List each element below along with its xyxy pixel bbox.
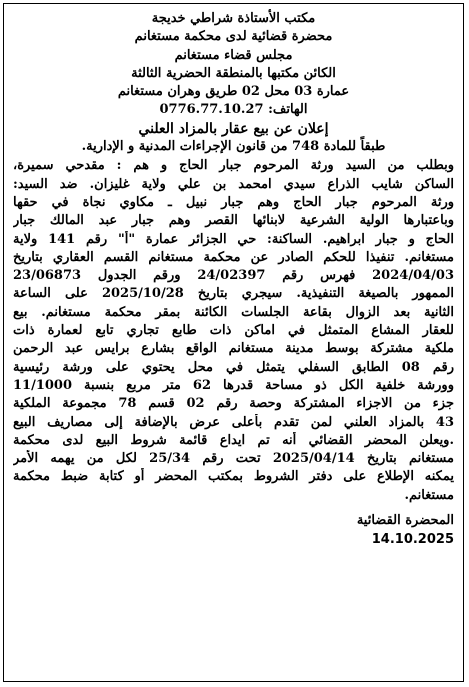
body-line: الساكن شايب الذراع سيدي امحمد بن علي ولاية غليزان. ضد السيد: [13, 176, 454, 192]
body-line: .ويعلن المحضر القضائي أنه تم ايداع قائمة شروط البيع لدى محكمة [13, 432, 454, 448]
signature-title: المحضرة القضائية [356, 513, 454, 529]
office-name: مكتب الأستاذة شراطي خديجة [151, 11, 316, 26]
bailiff-role: محضرة قضائية لدى محكمة مستغانم [134, 29, 333, 45]
body-line: وبطلب من السيد ورثة المرحوم جبار الحاج و هم : مقدحي سميرة، [13, 158, 454, 174]
body-line: الثانية بعد الزوال بقاعة الجلسات الكائنة بمقر محكمة مستغانم. بيع [13, 304, 454, 320]
body-line: الممهور بالصيغة التنفيذية. سيجري بتاريخ 2025/10/28 على الساعة [13, 286, 454, 302]
body-line: مستغانم. تنفيذا للحكم الصادر عن محكمة مستغانم القسم العقاري بتاريخ [13, 249, 454, 265]
body-line: وباعتبارها الولية الشرعية لابنائها القصر وهم جبار عبد المالك جبار [13, 213, 454, 229]
body-line: يمكنه الإطلاع على دفتر الشروط بمكتب المحضر أو كتابة ضبط محكمة [13, 469, 454, 485]
body-line: للعقار المشاع المتمثل في اماكن ذات طابع تجاري تابع لعمارة ذات [13, 323, 454, 339]
body-line: الحاج و جبار ابراهيم. الساكنة: حي الجزائر عمارة "أ" رقم 141 ولاية [13, 231, 454, 247]
body-line: مستغانم. [404, 487, 454, 503]
court-council: مجلس قضاء مستغانم [174, 47, 293, 63]
notice-header [13, 10, 454, 156]
body-line: جزء من الاجزاء المشتركة وحصة رقم 02 قسم 78 مجموعة الملكية [13, 396, 454, 412]
body-line: 43 بالمزاد العلني لمن تقدم بأعلى عرض بالإضافة إلى مصاريف البيع [13, 414, 454, 430]
body-line: ملكية مشتركة بوسط مدينة مستغانم الواقع بشارع برايس عبد الرحمن [13, 341, 454, 357]
body-line: رقم 08 الطابق السفلي يتمثل في محل يحتوي على ورشة رئيسية [13, 359, 454, 375]
body-line: ورثة المرحوم جبار الحاج وهم جبار نبيل ـ مكاوي نجاة في حقها [13, 194, 454, 210]
signature-date: 14.10.2025 [371, 532, 454, 548]
signature-block [13, 511, 454, 549]
notice-title: إعلان عن بيع عقار بالمزاد العلني [138, 120, 329, 137]
legal-basis: طبقاً للمادة 748 من قانون الإجراءات المدنية و الإدارية. [81, 139, 386, 155]
office-phone: الهاتف: 0776.77.10.27 [159, 102, 308, 118]
body-line: 2024/04/03 فهرس رقم 24/02397 ورقم الجدول 23/06873 [13, 268, 454, 284]
notice-body [13, 157, 454, 505]
legal-notice [3, 3, 464, 682]
body-line: مستغانم بتاريخ 2025/04/14 تحت رقم 25/34 لكل من يهمه الأمر [13, 451, 454, 467]
body-line: وورشة خلفية الكل ذو مساحة قدرها 62 متر مربع بنسبة 11/1000 [13, 377, 454, 393]
office-address: عمارة 03 محل 02 طريق وهران مستغانم [117, 84, 350, 100]
office-location: الكائن مكتبها بالمنطقة الحضرية الثالثة [131, 65, 336, 81]
